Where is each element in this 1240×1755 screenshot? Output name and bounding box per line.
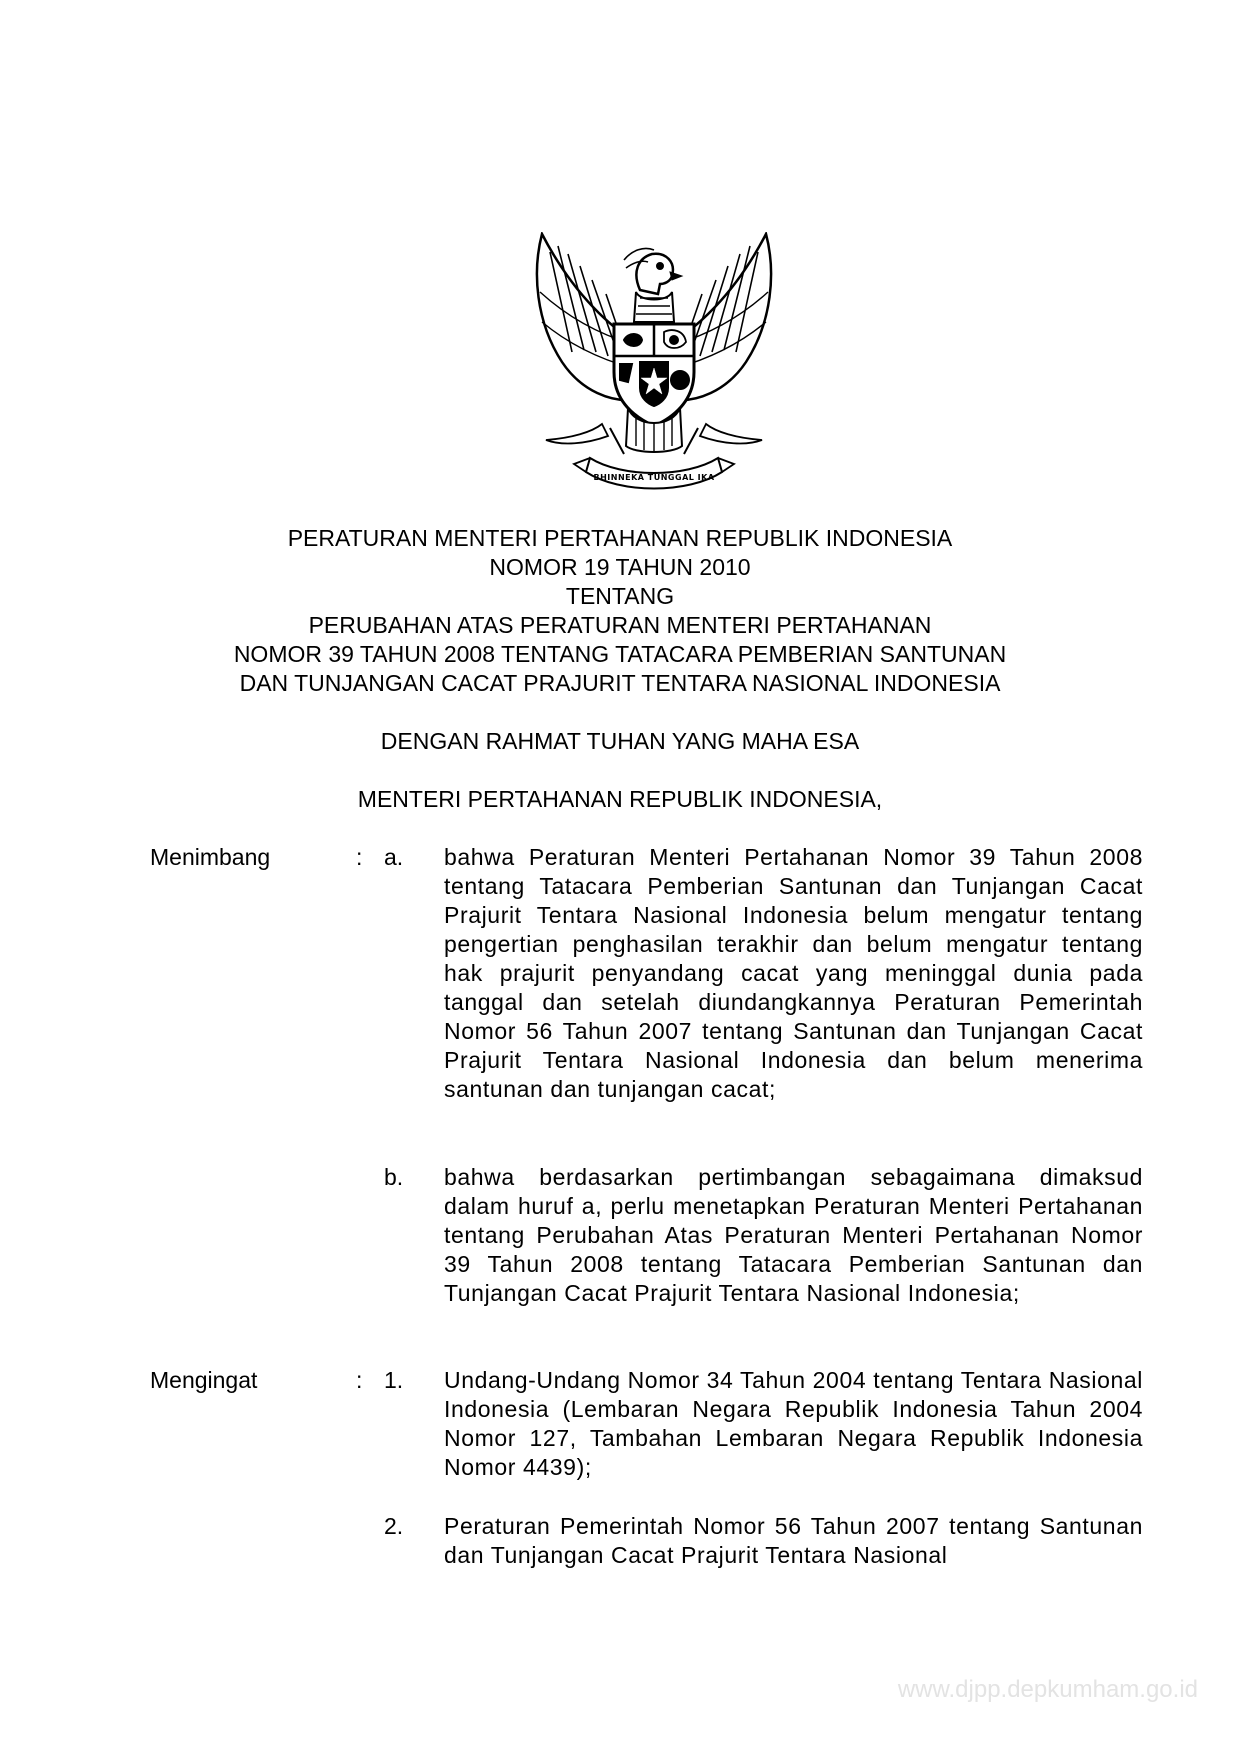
menimbang-marker-a: a. xyxy=(384,844,404,870)
title-line-3: TENTANG xyxy=(565,583,675,609)
mengingat-colon: : xyxy=(356,1367,363,1393)
menimbang-colon: : xyxy=(356,844,363,870)
mengingat-item-2: Peraturan Pemerintah Nomor 56 Tahun 2007 tentang Santunan dan Tunjangan Cacat Prajurit Tentara Nasional xyxy=(444,1513,1143,1568)
title-line-2: NOMOR 19 TAHUN 2010 xyxy=(489,554,751,580)
menimbang-item-b: bahwa berdasarkan pertimbangan sebagaimana dimaksud dalam huruf a, perlu menetapkan Peraturan Menteri Pertahanan tentang Perubahan Atas Peraturan Menteri Pertahanan Nomor 39 Tahun 2008 tentang Tatacara Pemberian Santunan dan Tunjangan Cacat Prajurit Tentara Nasional Indonesia; xyxy=(444,1164,1143,1306)
menimbang-item-a: bahwa Peraturan Menteri Pertahanan Nomor 39 Tahun 2008 tentang Tatacara Pemberian Santunan dan Tunjangan Cacat Prajurit Tentara Nasional Indonesia belum mengatur tentang pengertian penghasilan terakhir dan belum mengatur tentang hak prajurit penyandang cacat yang meninggal dunia pada tanggal dan setelah diundangkannya Peraturan Pemerintah Nomor 56 Tahun 2007 tentang Santunan dan Tunjangan Cacat Prajurit Tentara Nasional Indonesia dan belum menerima santunan dan tunjangan cacat; xyxy=(444,844,1143,1102)
mengingat-marker-1: 1. xyxy=(384,1367,404,1393)
title-line-5: NOMOR 39 TAHUN 2008 TENTANG TATACARA PEMBERIAN SANTUNAN xyxy=(233,641,1007,667)
emblem-motto: BHINNEKA TUNGGAL IKA xyxy=(593,473,715,482)
title-line-6: DAN TUNJANGAN CACAT PRAJURIT TENTARA NASIONAL INDONESIA xyxy=(239,670,1001,696)
invocation: DENGAN RAHMAT TUHAN YANG MAHA ESA xyxy=(380,728,860,754)
mengingat-item-1: Undang-Undang Nomor 34 Tahun 2004 tentang Tentara Nasional Indonesia (Lembaran Negara Republik Indonesia Tahun 2004 Nomor 127, Tambahan Lembaran Negara Republik Indonesia Nomor 4439); xyxy=(444,1367,1143,1480)
document-title xyxy=(0,524,1240,698)
menimbang-label: Menimbang xyxy=(150,844,271,870)
title-line-1: PERATURAN MENTERI PERTAHANAN REPUBLIK INDONESIA xyxy=(287,525,953,551)
menimbang-marker-b: b. xyxy=(384,1164,404,1190)
mengingat-marker-2: 2. xyxy=(384,1513,404,1539)
minister-heading: MENTERI PERTAHANAN REPUBLIK INDONESIA, xyxy=(357,786,883,812)
title-line-4: PERUBAHAN ATAS PERATURAN MENTERI PERTAHANAN xyxy=(308,612,932,638)
garuda-emblem-icon xyxy=(532,232,776,494)
watermark-url: www.djpp.depkumham.go.id xyxy=(897,1676,1198,1703)
mengingat-label: Mengingat xyxy=(150,1367,258,1393)
